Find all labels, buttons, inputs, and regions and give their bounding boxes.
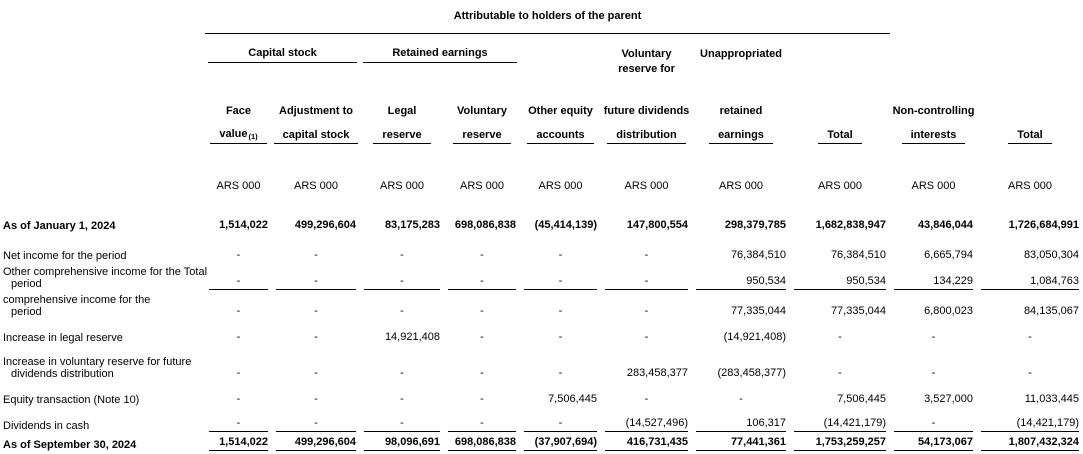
- value-cell: -: [644, 393, 649, 405]
- value-cell: -: [400, 305, 404, 317]
- value-cell: (45,414,139): [534, 219, 597, 231]
- column-header-legal-reserve: reserve: [373, 129, 430, 144]
- column-header-total-parent: Total: [818, 129, 861, 144]
- value-cell: 1,682,838,947: [815, 219, 886, 231]
- value-cell: -: [314, 305, 318, 317]
- value-cell: -: [1028, 367, 1032, 379]
- value-cell: -: [520, 406, 601, 432]
- value-cell: -: [558, 367, 563, 379]
- unit-label: ARS 000: [538, 180, 583, 192]
- value-cell: -: [480, 249, 484, 261]
- value-cell: 6,800,023: [924, 305, 973, 317]
- group-header-retained-earnings: Retained earnings: [363, 47, 517, 63]
- value-cell: -: [444, 262, 520, 290]
- table-row-other-comprehensive-income: [0, 262, 1083, 290]
- value-cell: 84,135,067: [1023, 305, 1079, 317]
- value-cell: -: [480, 331, 484, 343]
- value-cell: 77,335,044: [830, 305, 886, 317]
- value-cell: -: [360, 406, 444, 432]
- value-cell: -: [272, 262, 360, 290]
- value-cell: 1,807,432,324: [977, 432, 1083, 451]
- row-label: Net income for the period: [3, 250, 127, 262]
- value-cell: 499,296,604: [294, 219, 356, 231]
- column-header-legal: Legal: [387, 105, 417, 117]
- value-cell: -: [236, 249, 241, 261]
- value-cell: 283,458,377: [626, 367, 688, 379]
- value-cell: -: [236, 367, 241, 379]
- value-cell: -: [400, 367, 404, 379]
- table-row-closing-balance: [0, 432, 1083, 451]
- value-cell: -: [480, 305, 484, 317]
- equity-statement-table: [0, 6, 1083, 451]
- unit-label: ARS 000: [911, 180, 956, 192]
- value-cell: 7,506,445: [837, 393, 886, 405]
- column-header-voluntary-reserve: reserve: [453, 129, 510, 144]
- row-label: Other comprehensive income for the Total period: [3, 266, 208, 290]
- column-header-accounts: accounts: [527, 129, 593, 144]
- value-cell: -: [644, 249, 649, 261]
- value-cell: -: [314, 331, 318, 343]
- value-cell: (14,921,408): [723, 331, 786, 343]
- value-cell: 77,335,044: [730, 305, 786, 317]
- value-cell: -: [444, 406, 520, 432]
- column-header-future-dividends: future dividends: [603, 105, 690, 117]
- value-cell: -: [931, 367, 936, 379]
- value-cell: 698,086,838: [454, 219, 516, 231]
- column-header-voluntary: Voluntary: [457, 105, 507, 117]
- row-label: Increase in voluntary reserve for future dividends distribution: [3, 356, 192, 380]
- value-cell: 11,033,445: [1024, 393, 1079, 405]
- value-cell: (37,907,694): [520, 432, 601, 451]
- value-cell: 43,846,044: [917, 219, 973, 231]
- value-cell: -: [236, 331, 241, 343]
- value-cell: (283,458,377): [717, 367, 786, 379]
- value-cell: 1,514,022: [219, 219, 268, 231]
- value-cell: (14,421,179): [790, 406, 890, 432]
- value-cell: -: [601, 262, 692, 290]
- row-label: comprehensive income for the period: [3, 294, 151, 318]
- value-cell: 416,731,435: [601, 432, 692, 451]
- value-cell: -: [205, 406, 272, 432]
- unit-label: ARS 000: [379, 180, 425, 192]
- value-cell: 6,665,794: [924, 249, 973, 261]
- value-cell: -: [314, 249, 318, 261]
- row-label: As of January 1, 2024: [3, 220, 116, 232]
- value-cell: 950,534: [692, 262, 790, 290]
- value-cell: -: [558, 331, 563, 343]
- footnote-marker: (1): [248, 132, 258, 141]
- value-cell: 698,086,838: [444, 432, 520, 451]
- value-cell: (14,527,496): [601, 406, 692, 432]
- value-cell: -: [236, 393, 241, 405]
- value-cell: -: [480, 393, 484, 405]
- value-cell: 98,096,691: [360, 432, 444, 451]
- column-header-other-equity: Other equity: [528, 105, 593, 117]
- value-cell: 7,506,445: [548, 393, 597, 405]
- value-cell: 76,384,510: [730, 249, 786, 261]
- value-cell: 77,441,361: [692, 432, 790, 451]
- value-cell: 14,921,408: [384, 331, 440, 343]
- table-row-total-comprehensive-income: [0, 290, 1083, 318]
- table-row-equity-transaction: [0, 380, 1083, 406]
- value-cell: 76,384,510: [830, 249, 886, 261]
- column-header-adjustment: Adjustment to: [279, 105, 353, 117]
- value-cell: 83,175,283: [384, 219, 440, 231]
- value-cell: 1,726,684,991: [1008, 219, 1079, 231]
- unit-label: ARS 000: [216, 180, 261, 192]
- table-title: Attributable to holders of the parent: [205, 6, 890, 34]
- unit-label: ARS 000: [718, 180, 764, 192]
- column-header-underline-row: [0, 117, 1083, 144]
- value-cell: 298,379,785: [724, 219, 786, 231]
- value-cell: -: [1028, 331, 1032, 343]
- table-row-increase-voluntary-reserve: [0, 344, 1083, 380]
- column-header-face-value: value(1): [210, 128, 266, 144]
- value-cell: -: [400, 393, 404, 405]
- table-row-opening-balance: [0, 192, 1083, 232]
- value-cell: 134,229: [890, 262, 977, 290]
- table-row-dividends-in-cash: [0, 406, 1083, 432]
- group-header-capital-stock: Capital stock: [208, 47, 357, 63]
- column-header-earnings: earnings: [709, 129, 773, 144]
- unit-label: ARS 000: [624, 180, 669, 192]
- column-header-face: Face: [225, 105, 252, 117]
- value-cell: 106,317: [692, 406, 790, 432]
- column-header-capital-stock: capital stock: [274, 129, 359, 144]
- row-label: Equity transaction (Note 10): [3, 394, 140, 406]
- equity-statement-page: [0, 6, 1083, 454]
- column-header-row: [0, 93, 1083, 117]
- value-cell: 1,514,022: [205, 432, 272, 451]
- table-row-net-income: [0, 232, 1083, 262]
- value-cell: -: [520, 262, 601, 290]
- value-cell: -: [931, 331, 936, 343]
- value-cell: -: [205, 262, 272, 290]
- column-header-total: Total: [1008, 129, 1051, 144]
- value-cell: (14,421,179): [977, 406, 1083, 432]
- value-cell: -: [739, 393, 743, 405]
- value-cell: -: [314, 393, 318, 405]
- unit-label: ARS 000: [459, 180, 505, 192]
- value-cell: -: [558, 305, 563, 317]
- column-header-retained: retained: [719, 105, 763, 117]
- group-header-row: [0, 34, 1083, 93]
- column-header-nci-interests: interests: [902, 129, 966, 144]
- value-cell: -: [838, 331, 842, 343]
- value-cell: -: [558, 249, 563, 261]
- value-cell: -: [890, 406, 977, 432]
- value-cell: -: [272, 406, 360, 432]
- value-cell: 950,534: [790, 262, 890, 290]
- value-cell: -: [644, 305, 649, 317]
- column-header-voluntary-reserve-top: Voluntary reserve for: [618, 48, 675, 75]
- value-cell: 54,173,067: [890, 432, 977, 451]
- title-row: [0, 6, 1083, 34]
- row-label: Dividends in cash: [3, 420, 90, 432]
- value-cell: -: [360, 262, 444, 290]
- unit-label: ARS 000: [1007, 180, 1053, 192]
- value-cell: 1,753,259,257: [790, 432, 890, 451]
- row-label: As of September 30, 2024: [3, 439, 137, 451]
- column-header-distribution: distribution: [607, 129, 686, 144]
- value-cell: 499,296,604: [272, 432, 360, 451]
- value-cell: -: [236, 305, 241, 317]
- unit-label: ARS 000: [293, 180, 339, 192]
- value-cell: -: [838, 367, 842, 379]
- unit-label: ARS 000: [817, 180, 863, 192]
- value-cell: 83,050,304: [1023, 249, 1079, 261]
- value-cell: 1,084,763: [977, 262, 1083, 290]
- value-cell: -: [644, 331, 649, 343]
- value-cell: -: [314, 367, 318, 379]
- row-label: Increase in legal reserve: [3, 332, 123, 344]
- units-row: [0, 144, 1083, 192]
- value-cell: 3,527,000: [924, 393, 973, 405]
- value-cell: 147,800,554: [626, 219, 688, 231]
- value-cell: -: [480, 367, 484, 379]
- table-row-increase-legal-reserve: [0, 318, 1083, 344]
- column-header-non-controlling: Non-controlling: [892, 105, 975, 117]
- value-cell: -: [400, 249, 404, 261]
- column-header-unappropriated-top: Unappropriated: [700, 48, 782, 60]
